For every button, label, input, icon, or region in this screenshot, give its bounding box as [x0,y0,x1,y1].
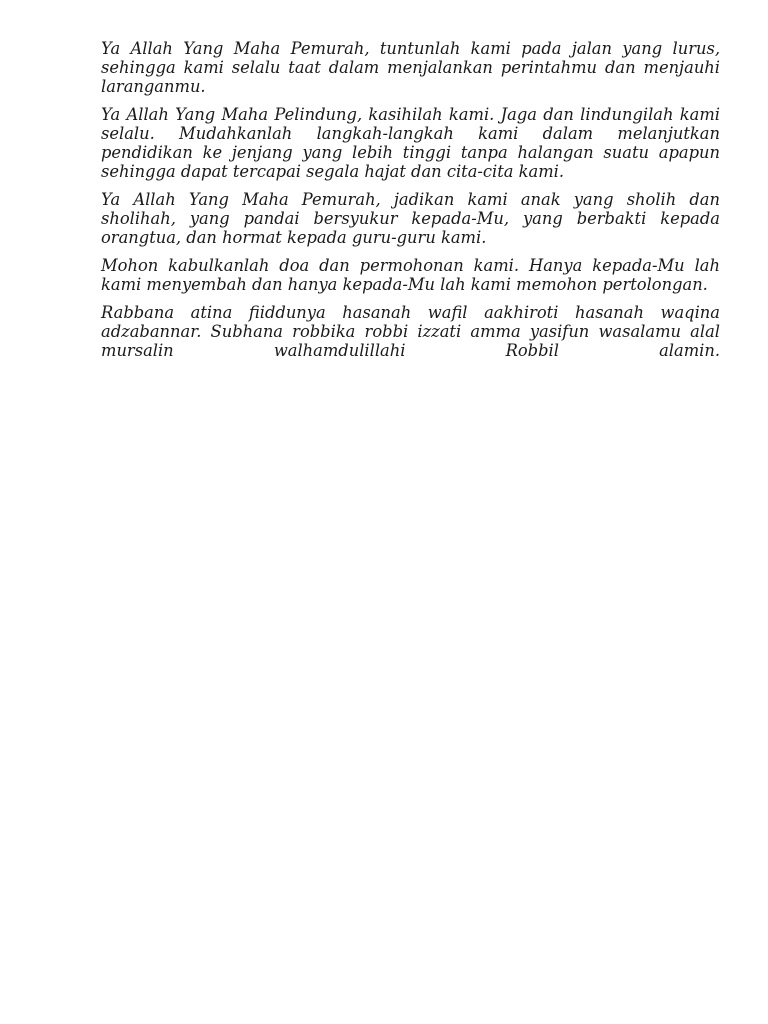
paragraph-5: Rabbana atina fiiddunya hasanah wafil aakhiroti hasanah waqina adzabannar. Subhana robbika robbi izzati amma yasifun wasalamu alal mursalin walhamdulillahi Robbil alamin. [101,303,720,360]
paragraph-3: Ya Allah Yang Maha Pemurah, jadikan kami anak yang sholih dan sholihah, yang pandai bersyukur kepada-Mu, yang berbakti kepada orangtua, dan hormat kepada guru-guru kami. [101,190,720,247]
document-body [101,39,720,369]
paragraph-1: Ya Allah Yang Maha Pemurah, tuntunlah kami pada jalan yang lurus, sehingga kami selalu taat dalam menjalankan perintahmu dan menjauhi laranganmu. [101,39,720,96]
paragraph-4: Mohon kabulkanlah doa dan permohonan kami. Hanya kepada-Mu lah kami menyembah dan hanya kepada-Mu lah kami memohon pertolongan. [101,256,720,294]
paragraph-2: Ya Allah Yang Maha Pelindung, kasihilah kami. Jaga dan lindungilah kami selalu. Mudahkanlah langkah-langkah kami dalam melanjutkan pendidikan ke jenjang yang lebih tinggi tanpa halangan suatu apapun sehingga dapat tercapai segala hajat dan cita-cita kami. [101,105,720,181]
